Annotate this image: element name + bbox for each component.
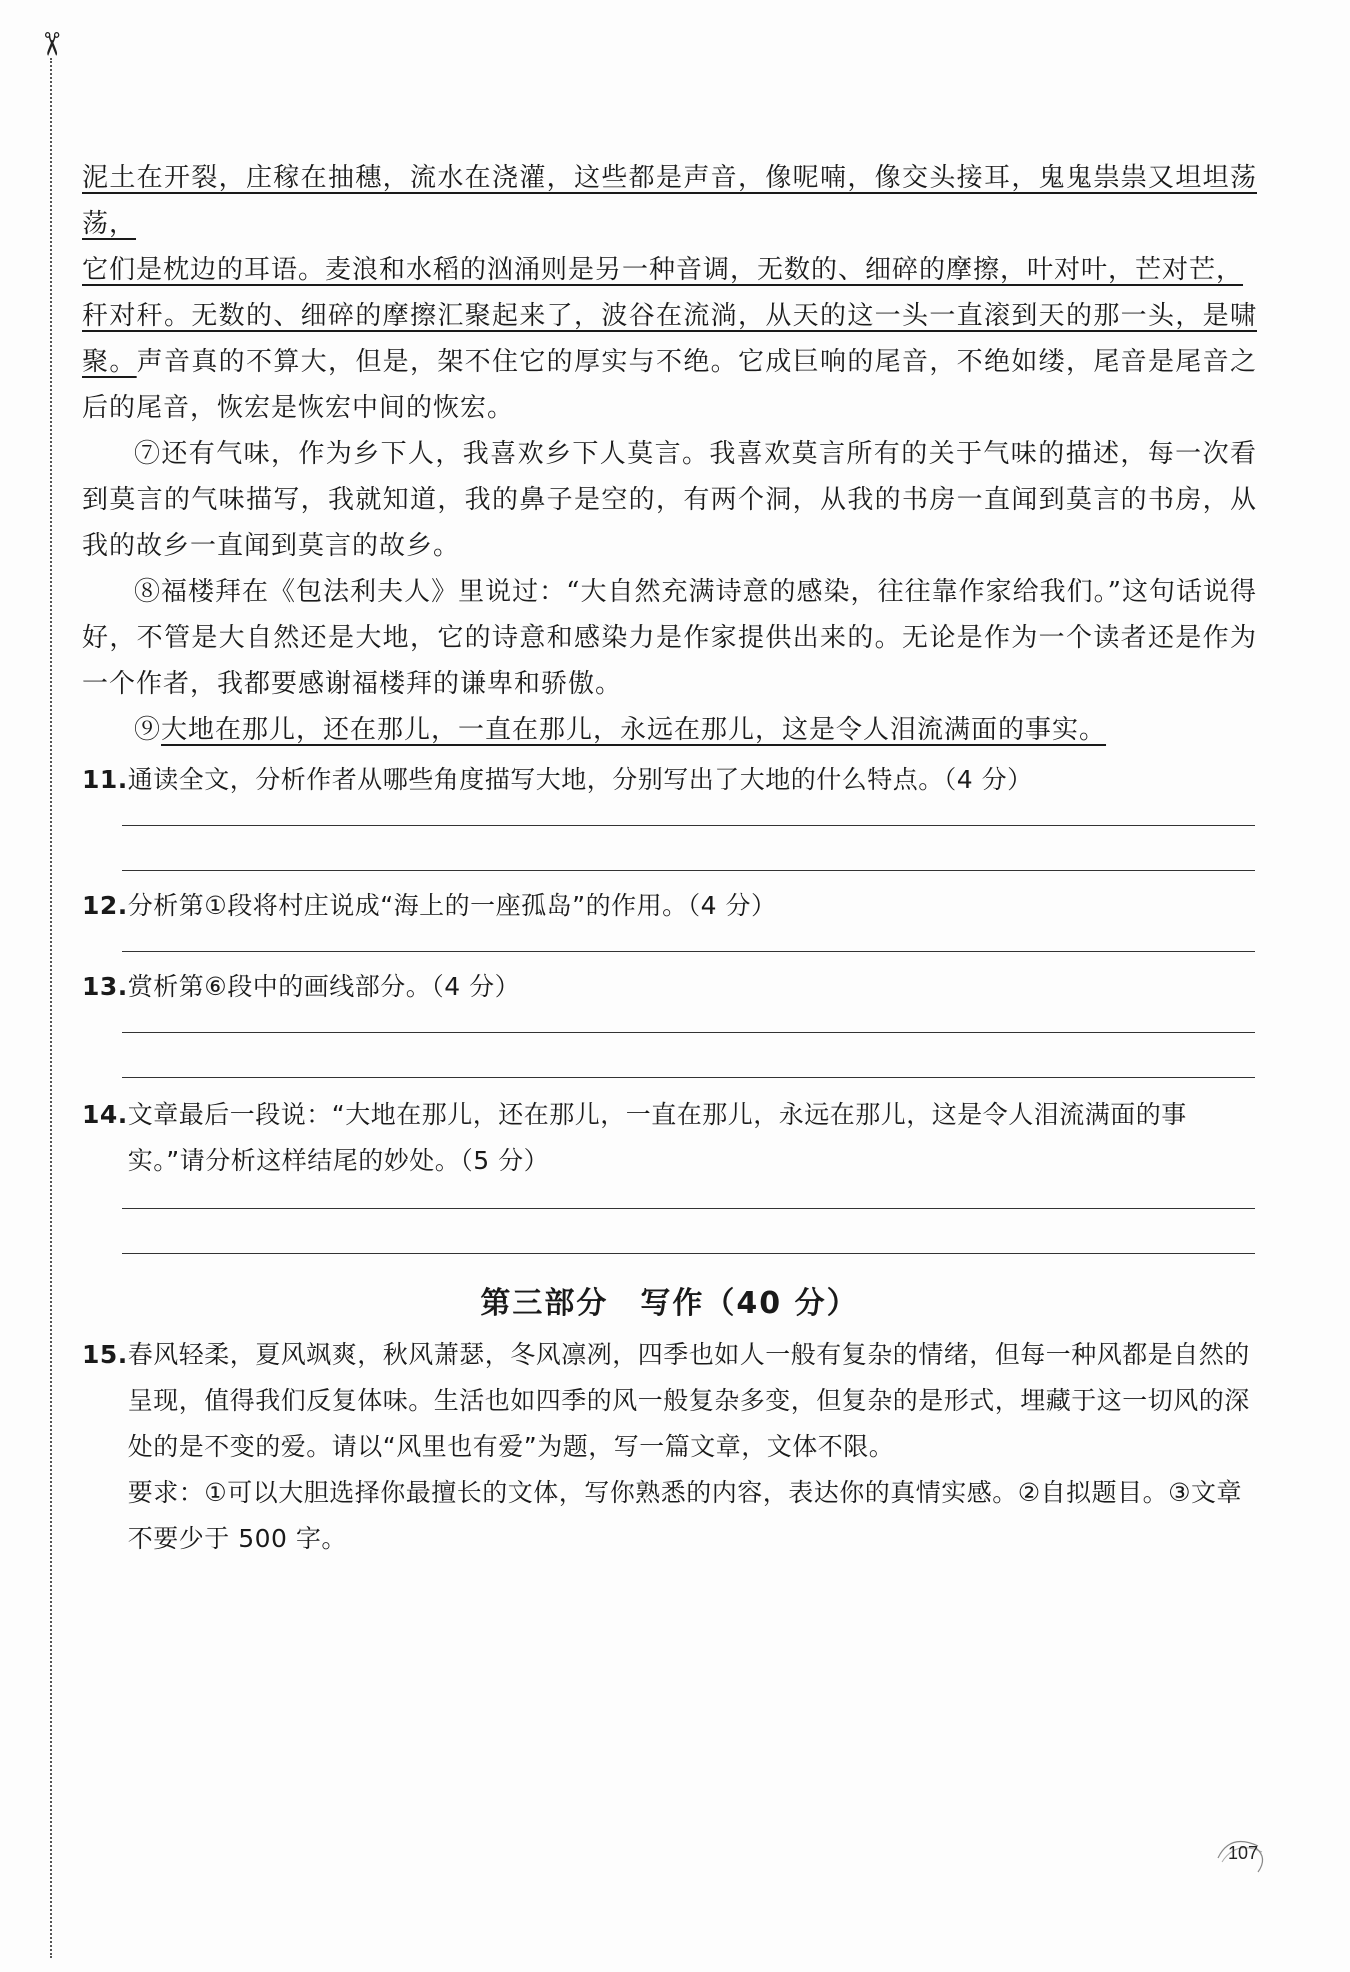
underlined-text: 它们是枕边的耳语。麦浪和水稻的汹涌则是另一种音调，无数的、细碎的摩擦，叶对叶，芒对芒， <box>82 255 1244 285</box>
question-requirements: 要求：①可以大胆选择你最擅长的文体，写你熟悉的内容，表达你的真情实感。②自拟题目。③文章不要少于 500 字。 <box>127 1478 1243 1553</box>
cut-line <box>50 58 52 1958</box>
question-text: 通读全文，分析作者从哪些角度描写大地，分别写出了大地的什么特点。（4 分） <box>127 765 1033 794</box>
page-number: 107 <box>1227 1843 1258 1863</box>
question-number: 12. <box>82 891 128 920</box>
passage-paragraph-6 <box>82 155 1257 431</box>
scissors-icon: ✂ <box>32 30 71 58</box>
question-text: 春风轻柔，夏风飒爽，秋风萧瑟，冬风凛冽，四季也如人一般有复杂的情绪，但每一种风都是自然的呈现，值得我们反复体味。生活也如四季的风一般复杂多变，但复杂的是形式，埋藏于这一切风的深处的是不变的爱。请以“风里也有爱”为题，写一篇文章，文体不限。 <box>127 1340 1250 1461</box>
question-11 <box>82 757 1257 803</box>
page-content <box>82 155 1257 1562</box>
question-text: 分析第①段将村庄说成“海上的一座孤岛”的作用。（4 分） <box>127 891 777 920</box>
passage-paragraph-7: ⑦还有气味，作为乡下人，我喜欢乡下人莫言。我喜欢莫言所有的关于气味的描述，每一次看到莫言的气味描写，我就知道，我的鼻子是空的，有两个洞，从我的书房一直闻到莫言的书房，从我的故乡一直闻到莫言的故乡。 <box>82 439 1257 561</box>
question-15 <box>82 1332 1257 1562</box>
question-number: 14. <box>82 1100 128 1129</box>
section-title: 第三部分 写作（40 分） <box>480 1286 859 1321</box>
question-text: 文章最后一段说：“大地在那儿，还在那儿，一直在那儿，永远在那儿，这是令人泪流满面的事实。”请分析这样结尾的妙处。（5 分） <box>127 1100 1187 1175</box>
question-14 <box>82 1092 1257 1184</box>
question-text: 赏析第⑥段中的画线部分。（4 分） <box>127 972 521 1001</box>
question-number: 13. <box>82 972 128 1001</box>
question-body <box>128 1332 1257 1562</box>
question-number: 15. <box>82 1340 128 1369</box>
question-number: 11. <box>82 765 128 794</box>
passage-paragraph-9 <box>82 707 1257 753</box>
passage-paragraph-8: ⑧福楼拜在《包法利夫人》里说过：“大自然充满诗意的感染，往往靠作家给我们。”这句话说得好，不管是大自然还是大地，它的诗意和感染力是作家提供出来的。无论是作为一个读者还是作为一个作者，我都要感谢福楼拜的谦卑和骄傲。 <box>82 577 1257 699</box>
paragraph-number: ⑨ <box>134 715 162 745</box>
underlined-text: 秆对秆。无数的、细碎的摩擦汇聚起来了，波谷在流淌，从天的这一头一直滚到天的那一头，是啸聚。 <box>82 301 1257 377</box>
paragraph-text: 声音真的不算大，但是，架不住它的厚实与不绝。它成巨响的尾音，不绝如缕，尾音是尾音之后的尾音，恢宏是恢宏中间的恢宏。 <box>82 347 1257 423</box>
underlined-text: 大地在那儿，还在那儿，一直在那儿，永远在那儿，这是令人泪流满面的事实。 <box>161 715 1107 745</box>
question-12 <box>82 883 1257 929</box>
question-13 <box>82 964 1257 1010</box>
underlined-text: 泥土在开裂，庄稼在抽穗，流水在浇灌，这些都是声音，像呢喃，像交头接耳，鬼鬼祟祟又坦坦荡荡， <box>82 163 1257 239</box>
